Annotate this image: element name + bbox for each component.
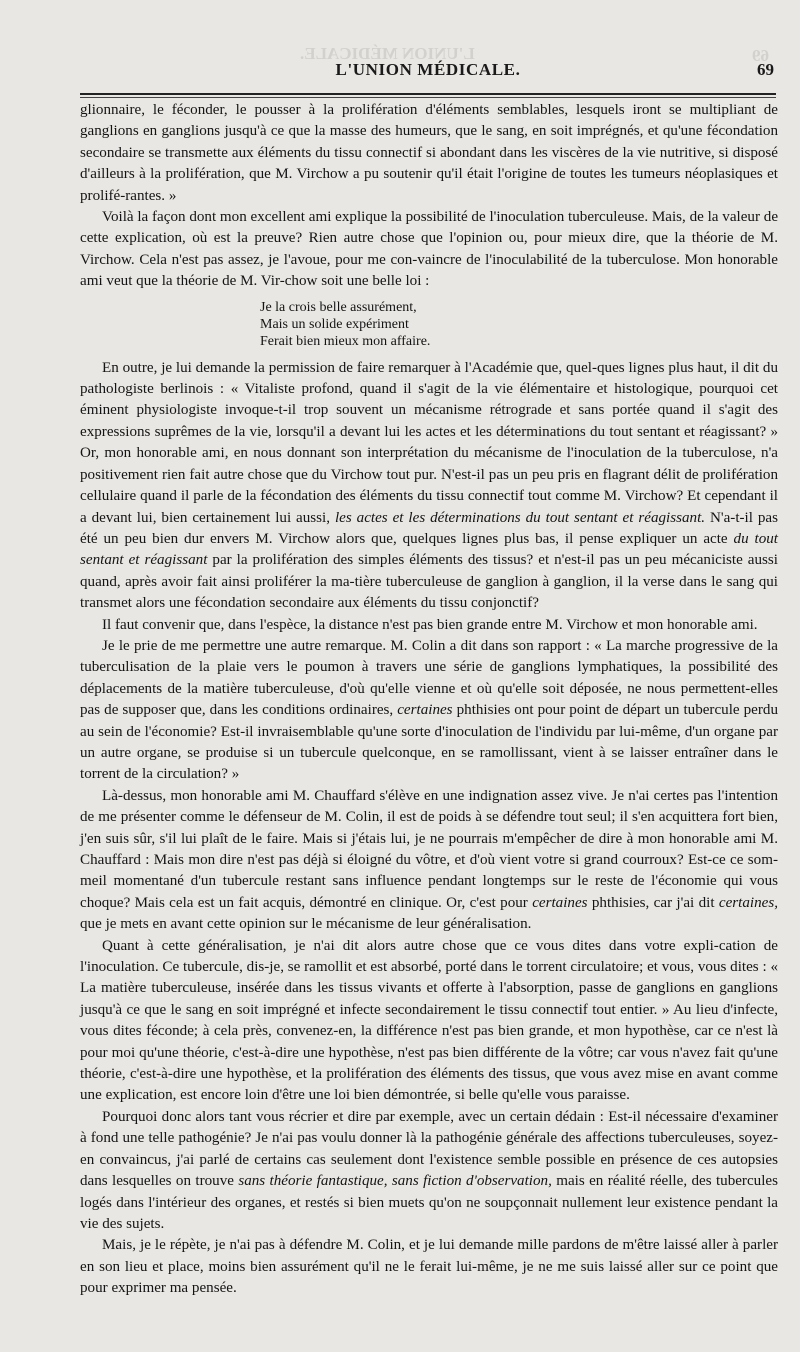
text-run: Pourquoi donc alors tant vous récrier et dire par exemple, avec un certain dédain : Est-il nécessaire d'examiner à fond une telle pathogénie? Je n'ai pas voulu donner là la pathogénie générale des affections tuberculeuses, soyez-en convaincus, j'ai parlé de certains cas seulement dont l'existence semble possible en présence de ces autopsies dans lesquelles on trouve — [80, 1108, 778, 1190]
paragraph: Mais, je le répète, je n'ai pas à défendre M. Colin, et je lui demande mille pardons de m'être laissé aller à parler en son lieu et place, moins bien assurément qu'il ne le ferait lui-même, je ne me suis laissé aller sur ce point que pour exprimer ma pensée. — [80, 1237, 778, 1297]
page-header — [80, 52, 776, 88]
italic-text: les actes et les déterminations du tout sentant et réagissant. — [334, 509, 706, 526]
text-run: En outre, je lui demande la permission de faire remarquer à l'Académie que, quel-ques lignes plus haut, il dit du pathologiste berlinois : « Vitaliste profond, quand il s'agit de la vie élémentaire et histologique, pourquoi cet éminent physiologiste invoque-t-il trop souvent un mécanisme rétrograde et sans portée quand il s'agit des expressions suprêmes de la vie, lorsqu'il a devant lui les actes et les déterminations du tout sentant et réagissant? » Or, mon honorable ami, en nous donnant son interprétation du mécanisme de l'inoculation de la tuberculose, n'a positivement rien fait autre chose que du Virchow tout pur. N'est-il pas un peu pris en flagrant délit de prolifération cellulaire quand il parle de la fécondation des éléments du tissu connectif tout comme M. Virchow? Et cependant il a devant lui, bien certainement lui aussi, — [80, 359, 778, 526]
paragraph: Quant à cette généralisation, je n'ai dit alors autre chose que ce vous dites dans votre expli-cation de l'inoculation. Ce tubercule, dis-je, se ramollit et est absorbé, porté dans le torrent circulatoire; et vous, vous dites : « La matière tuberculeuse, insérée dans les tissus vivants et offerte à l'absorption, passe de ganglions en ganglions jusqu'à ce que le sang en soit imprégné et infecte secondairement le tissu connectif tout entier. » Au lieu d'infecte, vous dites féconde; à cela près, convenez-en, la différence n'est pas bien grande, et mon hypothèse, car ce n'est là pour moi qu'une théorie, c'est-à-dire une hypothèse, n'est pas bien différente de la vôtre; car vous n'avez fait qu'une théorie, c'est-à-dire une hypothèse, et la prolifération des éléments des tissus, que vous avez mise en avant comme une explication, est encore loin d'être une loi bien démontrée, si belle qu'elle vous paraisse. — [80, 937, 778, 1104]
running-title: L'UNION MÉDICALE. — [335, 60, 521, 79]
italic-text: du tout sentant et réagissant — [80, 530, 778, 569]
text-run: phthisies, car j'ai dit — [591, 894, 715, 911]
text-run: phthisies ont pour point de départ un tubercule perdu au sein de l'économie? Est-il invraisemblable qu'une sorte d'inoculation de l'individu par lui-même, d'un organe par un autre organe, se produise si un tubercule quelconque, en se ramollissant, vient à se laisser entraîner dans le torrent de la circulation? » — [80, 702, 778, 783]
text-run: par la prolifération des simples éléments des tissus? et n'est-il pas un peu mécaniciste aussi quand, après avoir fait ainsi proliférer la ma-tière tuberculeuse de ganglion à ganglion, il la verse dans le sang qui transmet alors une fécondation secondaire aux éléments du tissu conjonctif? — [80, 552, 778, 612]
header-rule — [80, 93, 776, 95]
verse-line: Ferait bien mieux mon affaire. — [260, 333, 431, 349]
verse-quotation — [260, 299, 778, 350]
text-run: mais en réalité réelle, des tubercules logés dans l'intérieur des organes, et restés si bien muets qu'on ne soupçonnait nullement leur existence pendant la vie des sujets. — [80, 1173, 778, 1232]
paragraph: Voilà la façon dont mon excellent ami explique la possibilité de l'inoculation tuberculeuse. Mais, de la valeur de cette explication, où est la preuve? Rien autre chose que l'opinion ou, pour mieux dire, que la théorie de M. Virchow. Cela n'est pas assez, je l'avoue, pour me con-vaincre de l'inoculabilité de la tuberculose. Mon honorable ami veut que la théorie de M. Vir-chow soit une belle loi : — [80, 209, 779, 290]
header-rule-thin — [80, 97, 776, 98]
paragraph — [80, 786, 778, 936]
show-through-title: L'UNION MÉDICALE. — [300, 44, 475, 63]
paragraph — [80, 358, 778, 615]
italic-text: sans théorie fantastique, sans fiction d'observation, — [238, 1173, 552, 1190]
text-run: Là-dessus, mon honorable ami M. Chauffard s'élève en une indignation assez vive. Je n'ai certes pas l'intention de me présenter comme le défenseur de M. Colin, il est de poids à se défendre tout seul; il s'en acquittera fort bien, j'en suis sûr, s'il lui plaît de le faire. Mais si j'étais lui, je ne pourrais m'empêcher de dire à mon honorable ami M. Chauffard : Mais mon dire n'est pas déjà si éloigné du vôtre, et d'où vient votre si grand courroux? Est-ce ce som-meil momentané d'un tubercule restant sans influence pendant longtemps sur le reste de l'économie qui vous choque? Mais cela est un fait acquis, démontré en clinique. Or, c'est pour — [80, 787, 778, 911]
text-run: Je le prie de me permettre une autre remarque. M. Colin a dit dans son rapport : « La marche progressive de la tuberculisation de la plaie vers le poumon à travers une série de ganglions lymphatiques, la possibilité des déplacements de la matière tuberculeuse, d'où qu'elle vienne et où qu'elle soit déposée, ne nous permettent-elles pas de supposer que, dans les conditions ordinaires, — [80, 637, 778, 719]
article-body — [80, 100, 778, 1300]
verse-line: Mais un solide expériment — [260, 316, 409, 332]
paragraph: Il faut convenir que, dans l'espèce, la distance n'est pas bien grande entre M. Virchow et mon honorable ami. — [102, 616, 758, 633]
verse-line: Je la crois belle assurément, — [260, 299, 417, 315]
paragraph: glionnaire, le féconder, le pousser à la prolifération d'éléments semblables, lesquels iront se multipliant de ganglions en ganglions jusqu'à ce que la masse des humeurs, que le sang, en soit imprégnés, et qu'une fécondation secondaire se transmette aux éléments du tissu connectif si abondant dans les viscères de la vie nutritive, si disposé d'ailleurs à la prolifération, que M. Virchow a pu soutenir qu'il était l'origine de toutes les tumeurs néoplasiques et prolifé-rantes. » — [80, 102, 778, 204]
text-run: N'a-t-il pas été un peu bien dur envers M. Virchow alors que, quelques lignes plus bas, il pense expliquer un acte — [80, 509, 778, 547]
italic-text: certaines, — [718, 894, 778, 911]
text-run: que je mets en avant cette opinion sur le mécanisme de leur généralisation. — [80, 916, 532, 933]
italic-text: certaines — [532, 894, 588, 911]
page-number: 69 — [757, 60, 774, 79]
paragraph — [80, 1107, 778, 1235]
show-through-page-number: 69 — [752, 46, 769, 65]
italic-text: certaines — [397, 702, 453, 719]
paragraph — [80, 636, 778, 786]
